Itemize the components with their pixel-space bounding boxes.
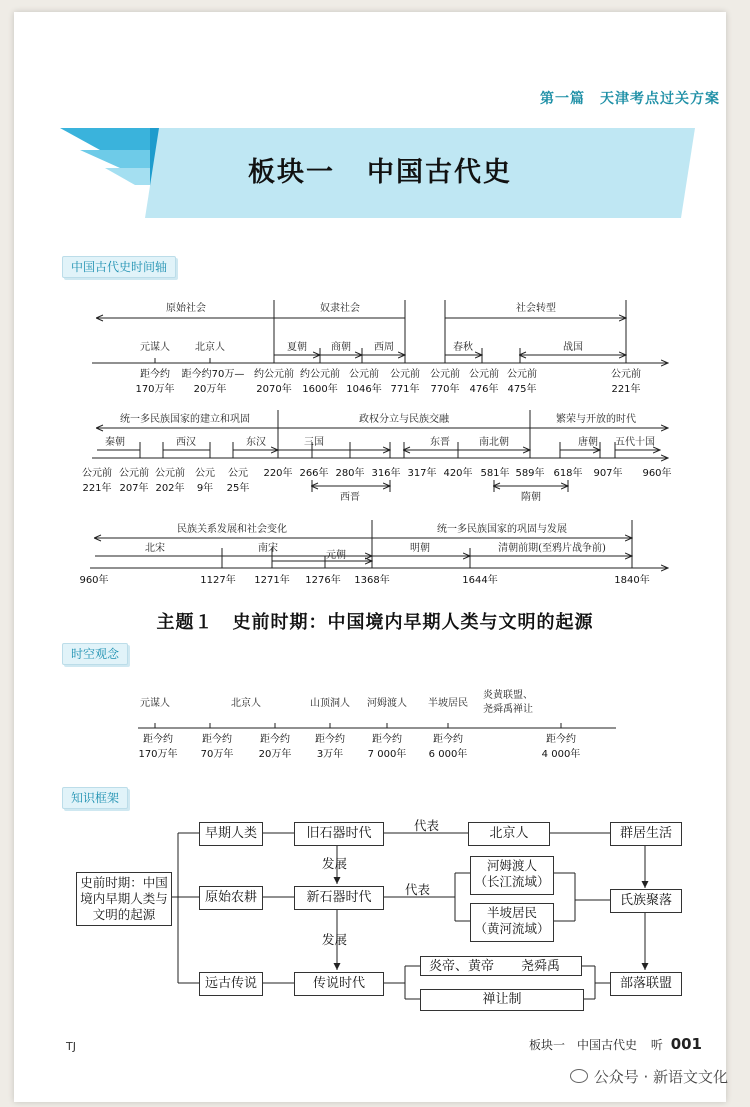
rep-label-2: 代表 <box>405 882 431 897</box>
tl4-tick-4-l1: 距今约 <box>372 734 402 745</box>
tl3-tick-0: 960年 <box>79 575 109 586</box>
arrow-label-develop-2: 发展 <box>322 932 348 947</box>
tl1-tick-7-l1: 公元前 <box>469 369 499 380</box>
tl4-sub-4: 半坡居民 <box>428 698 468 709</box>
tl4-tick-6-l1: 距今约 <box>546 734 576 745</box>
tl4-tick-0-l1: 距今约 <box>143 734 173 745</box>
tl4-tick-4-l2: 7 000年 <box>367 749 407 760</box>
tl2-tick-9: 317年 <box>407 468 437 479</box>
tl2-sub-7: 五代十国 <box>615 437 655 448</box>
tl2-sub-0: 秦朝 <box>105 437 125 448</box>
footer-left-code: TJ <box>66 1040 76 1053</box>
tl4-tick-3-l1: 距今约 <box>315 734 345 745</box>
banpo-line-2: （黄河流域） <box>474 921 550 936</box>
tl4-tick-5-l1: 距今约 <box>433 734 463 745</box>
footer-ting: 听 <box>650 1038 663 1052</box>
box-neolithic: 新石器时代 <box>294 886 384 910</box>
tl1-tick-6-l2: 770年 <box>430 384 460 395</box>
hemudu-line-2: （长江流域） <box>474 874 550 889</box>
tl4-tick-1-l2: 70万年 <box>200 749 234 760</box>
tl1-tick-5-l2: 771年 <box>390 384 420 395</box>
tl2-tick-6: 266年 <box>299 468 329 479</box>
footer-right <box>529 1035 702 1053</box>
tl1-sub-6: 战国 <box>563 342 583 353</box>
tl1-sub-5: 春秋 <box>453 342 473 353</box>
tag-spacetime: 时空观念 <box>62 643 128 665</box>
box-group-living: 群居生活 <box>610 822 682 846</box>
tl3-tick-2: 1271年 <box>254 575 290 586</box>
tl3-sub-4: 清朝前期(至鸦片战争前) <box>498 543 606 554</box>
tl1-tick-0-l2: 170万年 <box>135 384 175 395</box>
page-number: 001 <box>670 1035 702 1053</box>
box-tribal-alliance: 部落联盟 <box>610 972 682 996</box>
tl3-period-0: 民族关系发展和社会变化 <box>177 524 287 535</box>
footer-section: 板块一 中国古代史 <box>529 1038 638 1052</box>
framework-root <box>76 872 172 926</box>
box-primitive-farming: 原始农耕 <box>199 886 263 910</box>
tl2-sub-3: 三国 <box>304 437 324 448</box>
tl2-tick-5: 220年 <box>263 468 293 479</box>
root-line-2: 境内早期人类与 <box>80 891 168 906</box>
topic-title: 主题１ 史前时期：中国境内早期人类与文明的起源 <box>156 612 594 633</box>
tl1-tick-9-l1: 公元前 <box>611 369 641 380</box>
tl2-tick-8: 316年 <box>371 468 401 479</box>
tl3-tick-5: 1644年 <box>462 575 498 586</box>
tl1-tick-2-l2: 2070年 <box>256 384 292 395</box>
tl3-tick-1: 1127年 <box>200 575 236 586</box>
tl1-tick-8-l2: 475年 <box>507 384 537 395</box>
tl1-period-0: 原始社会 <box>166 303 206 314</box>
tl2-tick-15: 960年 <box>642 468 672 479</box>
box-banpo <box>470 903 554 942</box>
tl3-tick-4: 1368年 <box>354 575 390 586</box>
part-label: 板块一 <box>248 157 335 188</box>
box-early-humans: 早期人类 <box>199 822 263 846</box>
watermark <box>570 1066 728 1087</box>
tl1-tick-2-l1: 约公元前 <box>254 369 294 380</box>
tl2-tick-13: 618年 <box>553 468 583 479</box>
tl2-sub-1: 西汉 <box>176 437 196 448</box>
tl2-period-1: 政权分立与民族交融 <box>359 414 449 425</box>
tl4-sub-6: 尧舜禹禅让 <box>483 704 533 715</box>
rep-label-1: 代表 <box>414 818 440 833</box>
tl1-period-2: 社会转型 <box>516 303 556 314</box>
tl3-period-1: 统一多民族国家的巩固与发展 <box>437 524 567 535</box>
tl3-sub-1: 南宋 <box>258 543 278 554</box>
tl2-sub-5: 南北朝 <box>479 437 509 448</box>
tl1-tick-4-l2: 1046年 <box>346 384 382 395</box>
box-ancient-legends: 远古传说 <box>199 972 263 996</box>
tl3-tick-3: 1276年 <box>305 575 341 586</box>
tl2-tick-0-l1: 公元前 <box>82 468 112 479</box>
wechat-icon <box>570 1069 588 1083</box>
tl2-period-2: 繁荣与开放的时代 <box>556 414 636 425</box>
tl1-tick-9-l2: 221年 <box>611 384 641 395</box>
tl2-tick-7: 280年 <box>335 468 365 479</box>
tl1-sub-1: 北京人 <box>195 342 225 353</box>
tl2-tick-4-l2: 25年 <box>226 483 250 494</box>
box-shanrang: 禅让制 <box>420 989 584 1011</box>
tl1-tick-1-l2: 20万年 <box>193 384 227 395</box>
box-beijing-man: 北京人 <box>468 822 550 846</box>
tl2-sub-9: 隋朝 <box>521 492 541 503</box>
tl2-tick-12: 589年 <box>515 468 545 479</box>
tl1-tick-0-l1: 距今约 <box>140 369 170 380</box>
tag-framework: 知识框架 <box>62 787 128 809</box>
tl2-tick-3-l2: 9年 <box>196 483 214 494</box>
tl2-sub-6: 唐朝 <box>578 437 598 448</box>
tl1-tick-7-l2: 476年 <box>469 384 499 395</box>
tl4-sub-1: 北京人 <box>231 698 261 709</box>
tl4-tick-2-l2: 20万年 <box>258 749 292 760</box>
tl4-tick-0-l2: 170万年 <box>138 749 178 760</box>
tl2-tick-4-l1: 公元 <box>228 468 248 479</box>
yanhuang-label: 炎帝、黄帝 <box>429 959 495 974</box>
hemudu-line-1: 河姆渡人 <box>486 858 537 873</box>
tl4-sub-3: 河姆渡人 <box>367 698 407 709</box>
tl2-tick-0-l2: 221年 <box>82 483 112 494</box>
tl3-sub-2: 元朝 <box>326 550 346 561</box>
tl1-tick-1-l1: 距今约70万— <box>181 369 245 380</box>
tl1-tick-4-l1: 公元前 <box>349 369 379 380</box>
tag-timeline: 中国古代史时间轴 <box>62 256 176 278</box>
root-line-1: 史前时期：中国 <box>80 875 168 890</box>
tl4-tick-3-l2: 3万年 <box>316 749 344 760</box>
tl1-period-1: 奴隶社会 <box>320 303 360 314</box>
arrow-label-develop-1: 发展 <box>322 856 348 871</box>
tl1-tick-3-l1: 约公元前 <box>300 369 340 380</box>
tl2-tick-3-l1: 公元 <box>195 468 215 479</box>
box-hemudu <box>470 856 554 895</box>
watermark-text: 公众号 · 新语文文化 <box>593 1068 728 1086</box>
tl2-period-0: 统一多民族国家的建立和巩固 <box>120 414 250 425</box>
section-header: 第一篇 天津考点过关方案 <box>540 91 720 107</box>
tl1-sub-0: 元谋人 <box>140 342 170 353</box>
tl1-sub-3: 商朝 <box>331 342 351 353</box>
tl1-tick-6-l1: 公元前 <box>430 369 460 380</box>
tl2-tick-2-l1: 公元前 <box>155 468 185 479</box>
part-title: 中国古代史 <box>367 157 512 188</box>
tl2-tick-2-l2: 202年 <box>155 483 185 494</box>
tl3-tick-6: 1840年 <box>614 575 650 586</box>
tl2-sub-8: 西晋 <box>340 492 360 503</box>
tl2-tick-1-l1: 公元前 <box>119 468 149 479</box>
tl4-tick-5-l2: 6 000年 <box>428 749 468 760</box>
tl1-tick-3-l2: 1600年 <box>302 384 338 395</box>
tl2-tick-10: 420年 <box>443 468 473 479</box>
banpo-line-1: 半坡居民 <box>486 905 537 920</box>
box-yanhuang-row <box>420 956 582 976</box>
tl4-tick-6-l2: 4 000年 <box>541 749 581 760</box>
tl4-sub-5: 炎黄联盟、 <box>483 690 533 701</box>
tl4-tick-1-l1: 距今约 <box>202 734 232 745</box>
tl1-sub-2: 夏朝 <box>287 342 307 353</box>
tl2-tick-1-l2: 207年 <box>119 483 149 494</box>
tl2-tick-11: 581年 <box>480 468 510 479</box>
tl1-tick-5-l1: 公元前 <box>390 369 420 380</box>
tl4-sub-0: 元谋人 <box>140 698 170 709</box>
tl1-sub-4: 西周 <box>374 342 394 353</box>
tl2-tick-14: 907年 <box>593 468 623 479</box>
box-paleolithic: 旧石器时代 <box>294 822 384 846</box>
tl4-sub-2: 山顶洞人 <box>310 698 350 709</box>
root-line-3: 文明的起源 <box>92 907 156 922</box>
tl3-sub-3: 明朝 <box>410 543 430 554</box>
box-legend-era: 传说时代 <box>294 972 384 996</box>
tl1-tick-8-l1: 公元前 <box>507 369 537 380</box>
tl4-tick-2-l1: 距今约 <box>260 734 290 745</box>
tl2-sub-2: 东汉 <box>246 437 266 448</box>
box-clan-settlement: 氏族聚落 <box>610 889 682 913</box>
tl3-sub-0: 北宋 <box>145 543 165 554</box>
tl2-sub-4: 东晋 <box>430 437 450 448</box>
yaoshun-label: 尧舜禹 <box>521 959 561 974</box>
